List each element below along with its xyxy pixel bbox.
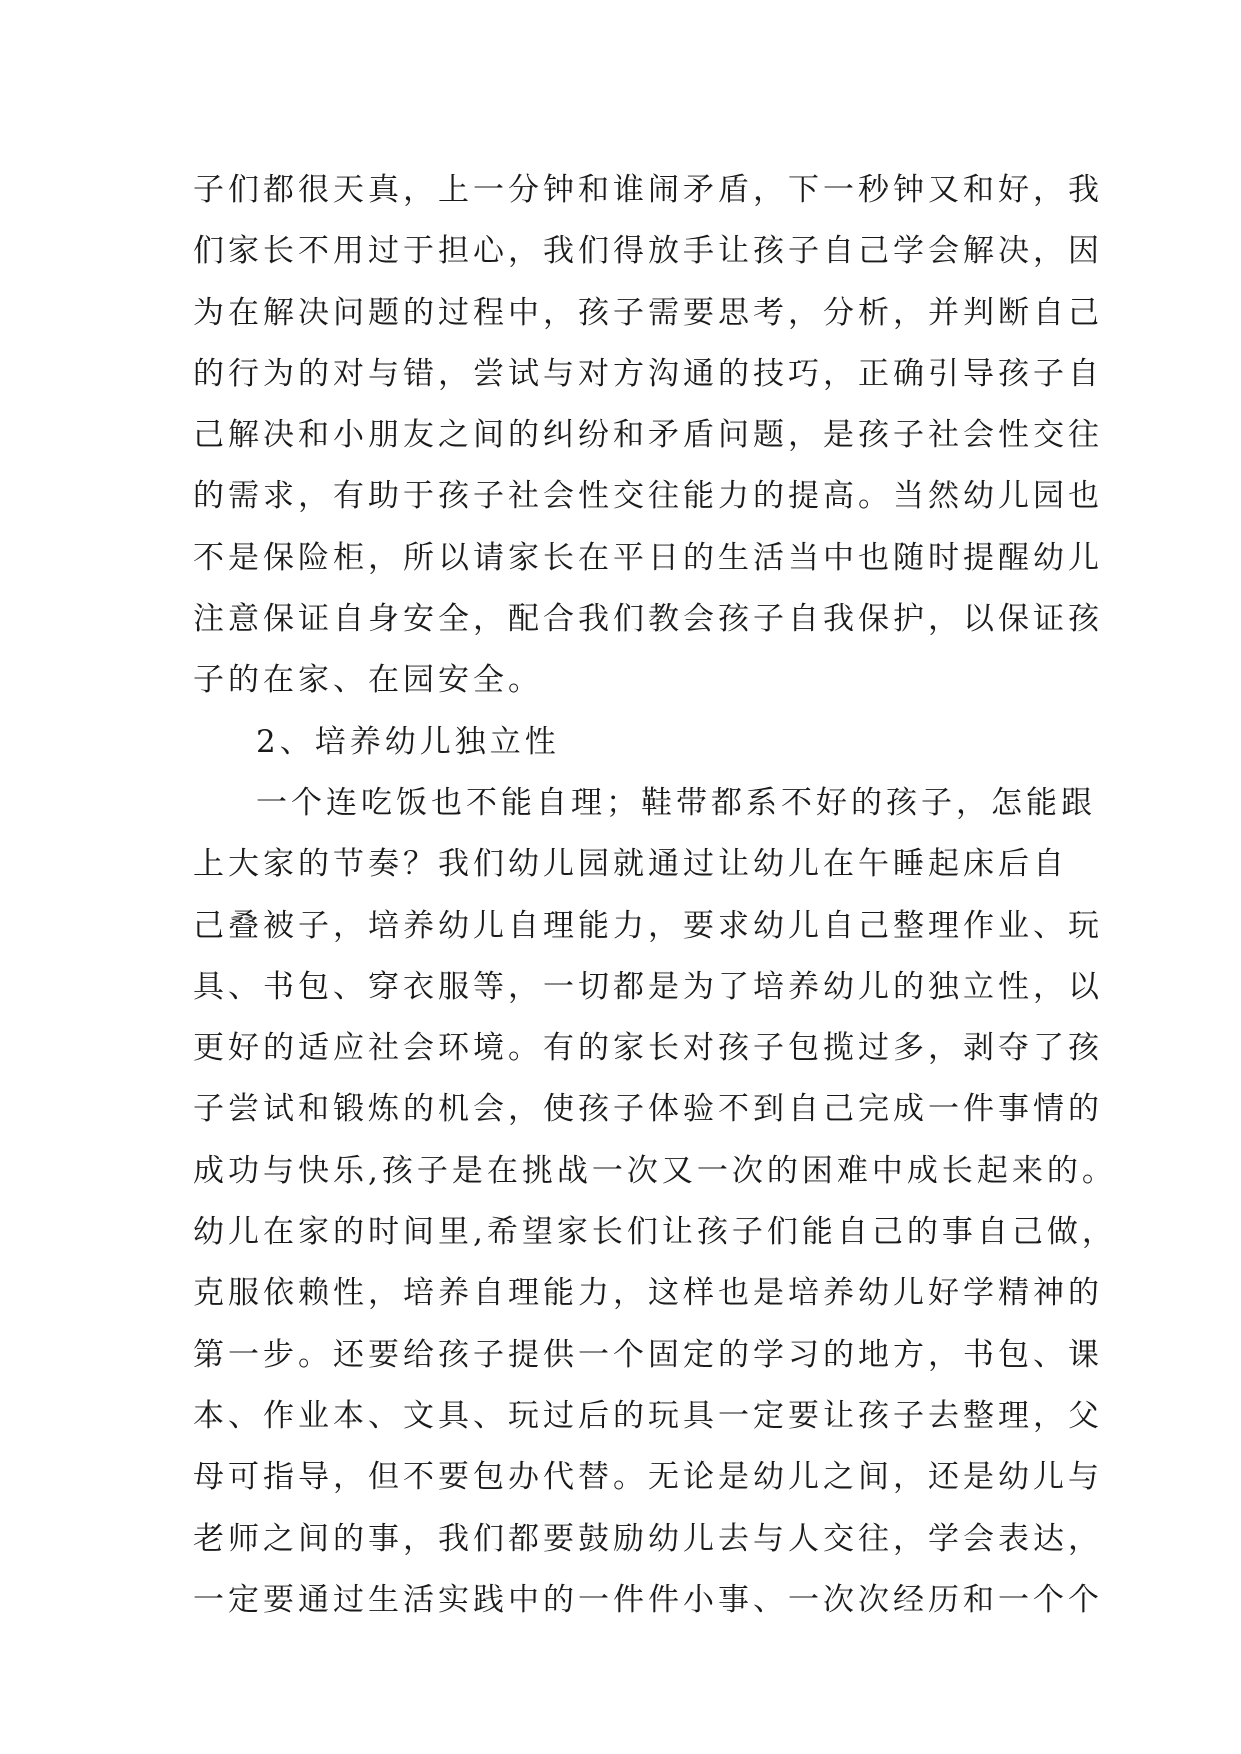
text-line: 己解决和小朋友之间的纠纷和矛盾问题，是孩子社会性交往 — [193, 417, 1103, 454]
text-line: 幼儿在家的时间里,希望家长们让孩子们能自己的事自己做， — [193, 1214, 1117, 1251]
text-line: 子们都很天真，上一分钟和谁闹矛盾，下一秒钟又和好，我 — [193, 172, 1103, 208]
text-line: 成功与快乐,孩子是在挑战一次又一次的困难中成长起来的。 — [193, 1152, 1117, 1189]
text-line: 们家长不用过于担心，我们得放手让孩子自己学会解决，因 — [193, 233, 1103, 270]
text-line: 的需求，有助于孩子社会性交往能力的提高。当然幼儿园也 — [193, 478, 1103, 515]
text-line: 母可指导，但不要包办代替。无论是幼儿之间，还是幼儿与 — [193, 1459, 1103, 1496]
section-heading: 2、培养幼儿独立性 — [256, 723, 560, 760]
text-line: 己叠被子，培养幼儿自理能力，要求幼儿自己整理作业、玩 — [193, 907, 1103, 944]
text-line: 具、书包、穿衣服等，一切都是为了培养幼儿的独立性，以 — [193, 968, 1103, 1005]
text-line: 一定要通过生活实践中的一件件小事、一次次经历和一个个 — [193, 1581, 1103, 1618]
document-body — [193, 160, 1117, 1631]
text-line: 子尝试和锻炼的机会，使孩子体验不到自己完成一件事情的 — [193, 1091, 1103, 1128]
text-line: 一个连吃饭也不能自理；鞋带都系不好的孩子，怎能跟 — [256, 784, 1096, 821]
text-line: 上大家的节奏？我们幼儿园就通过让幼儿在午睡起床后自 — [193, 846, 1068, 883]
text-line: 子的在家、在园安全。 — [193, 662, 543, 699]
text-line: 不是保险柜，所以请家长在平日的生活当中也随时提醒幼儿 — [193, 539, 1103, 576]
text-line: 克服依赖性，培养自理能力，这样也是培养幼儿好学精神的 — [193, 1275, 1103, 1312]
text-line: 更好的适应社会环境。有的家长对孩子包揽过多，剥夺了孩 — [193, 1030, 1103, 1067]
text-line: 老师之间的事，我们都要鼓励幼儿去与人交往，学会表达， — [193, 1520, 1103, 1557]
text-line: 的行为的对与错，尝试与对方沟通的技巧，正确引导孩子自 — [193, 355, 1103, 392]
text-line: 为在解决问题的过程中，孩子需要思考，分析，并判断自己 — [193, 294, 1103, 331]
text-line: 本、作业本、文具、玩过后的玩具一定要让孩子去整理，父 — [193, 1397, 1103, 1434]
text-line: 第一步。还要给孩子提供一个固定的学习的地方，书包、课 — [193, 1336, 1103, 1373]
text-line: 注意保证自身安全，配合我们教会孩子自我保护，以保证孩 — [193, 601, 1103, 638]
